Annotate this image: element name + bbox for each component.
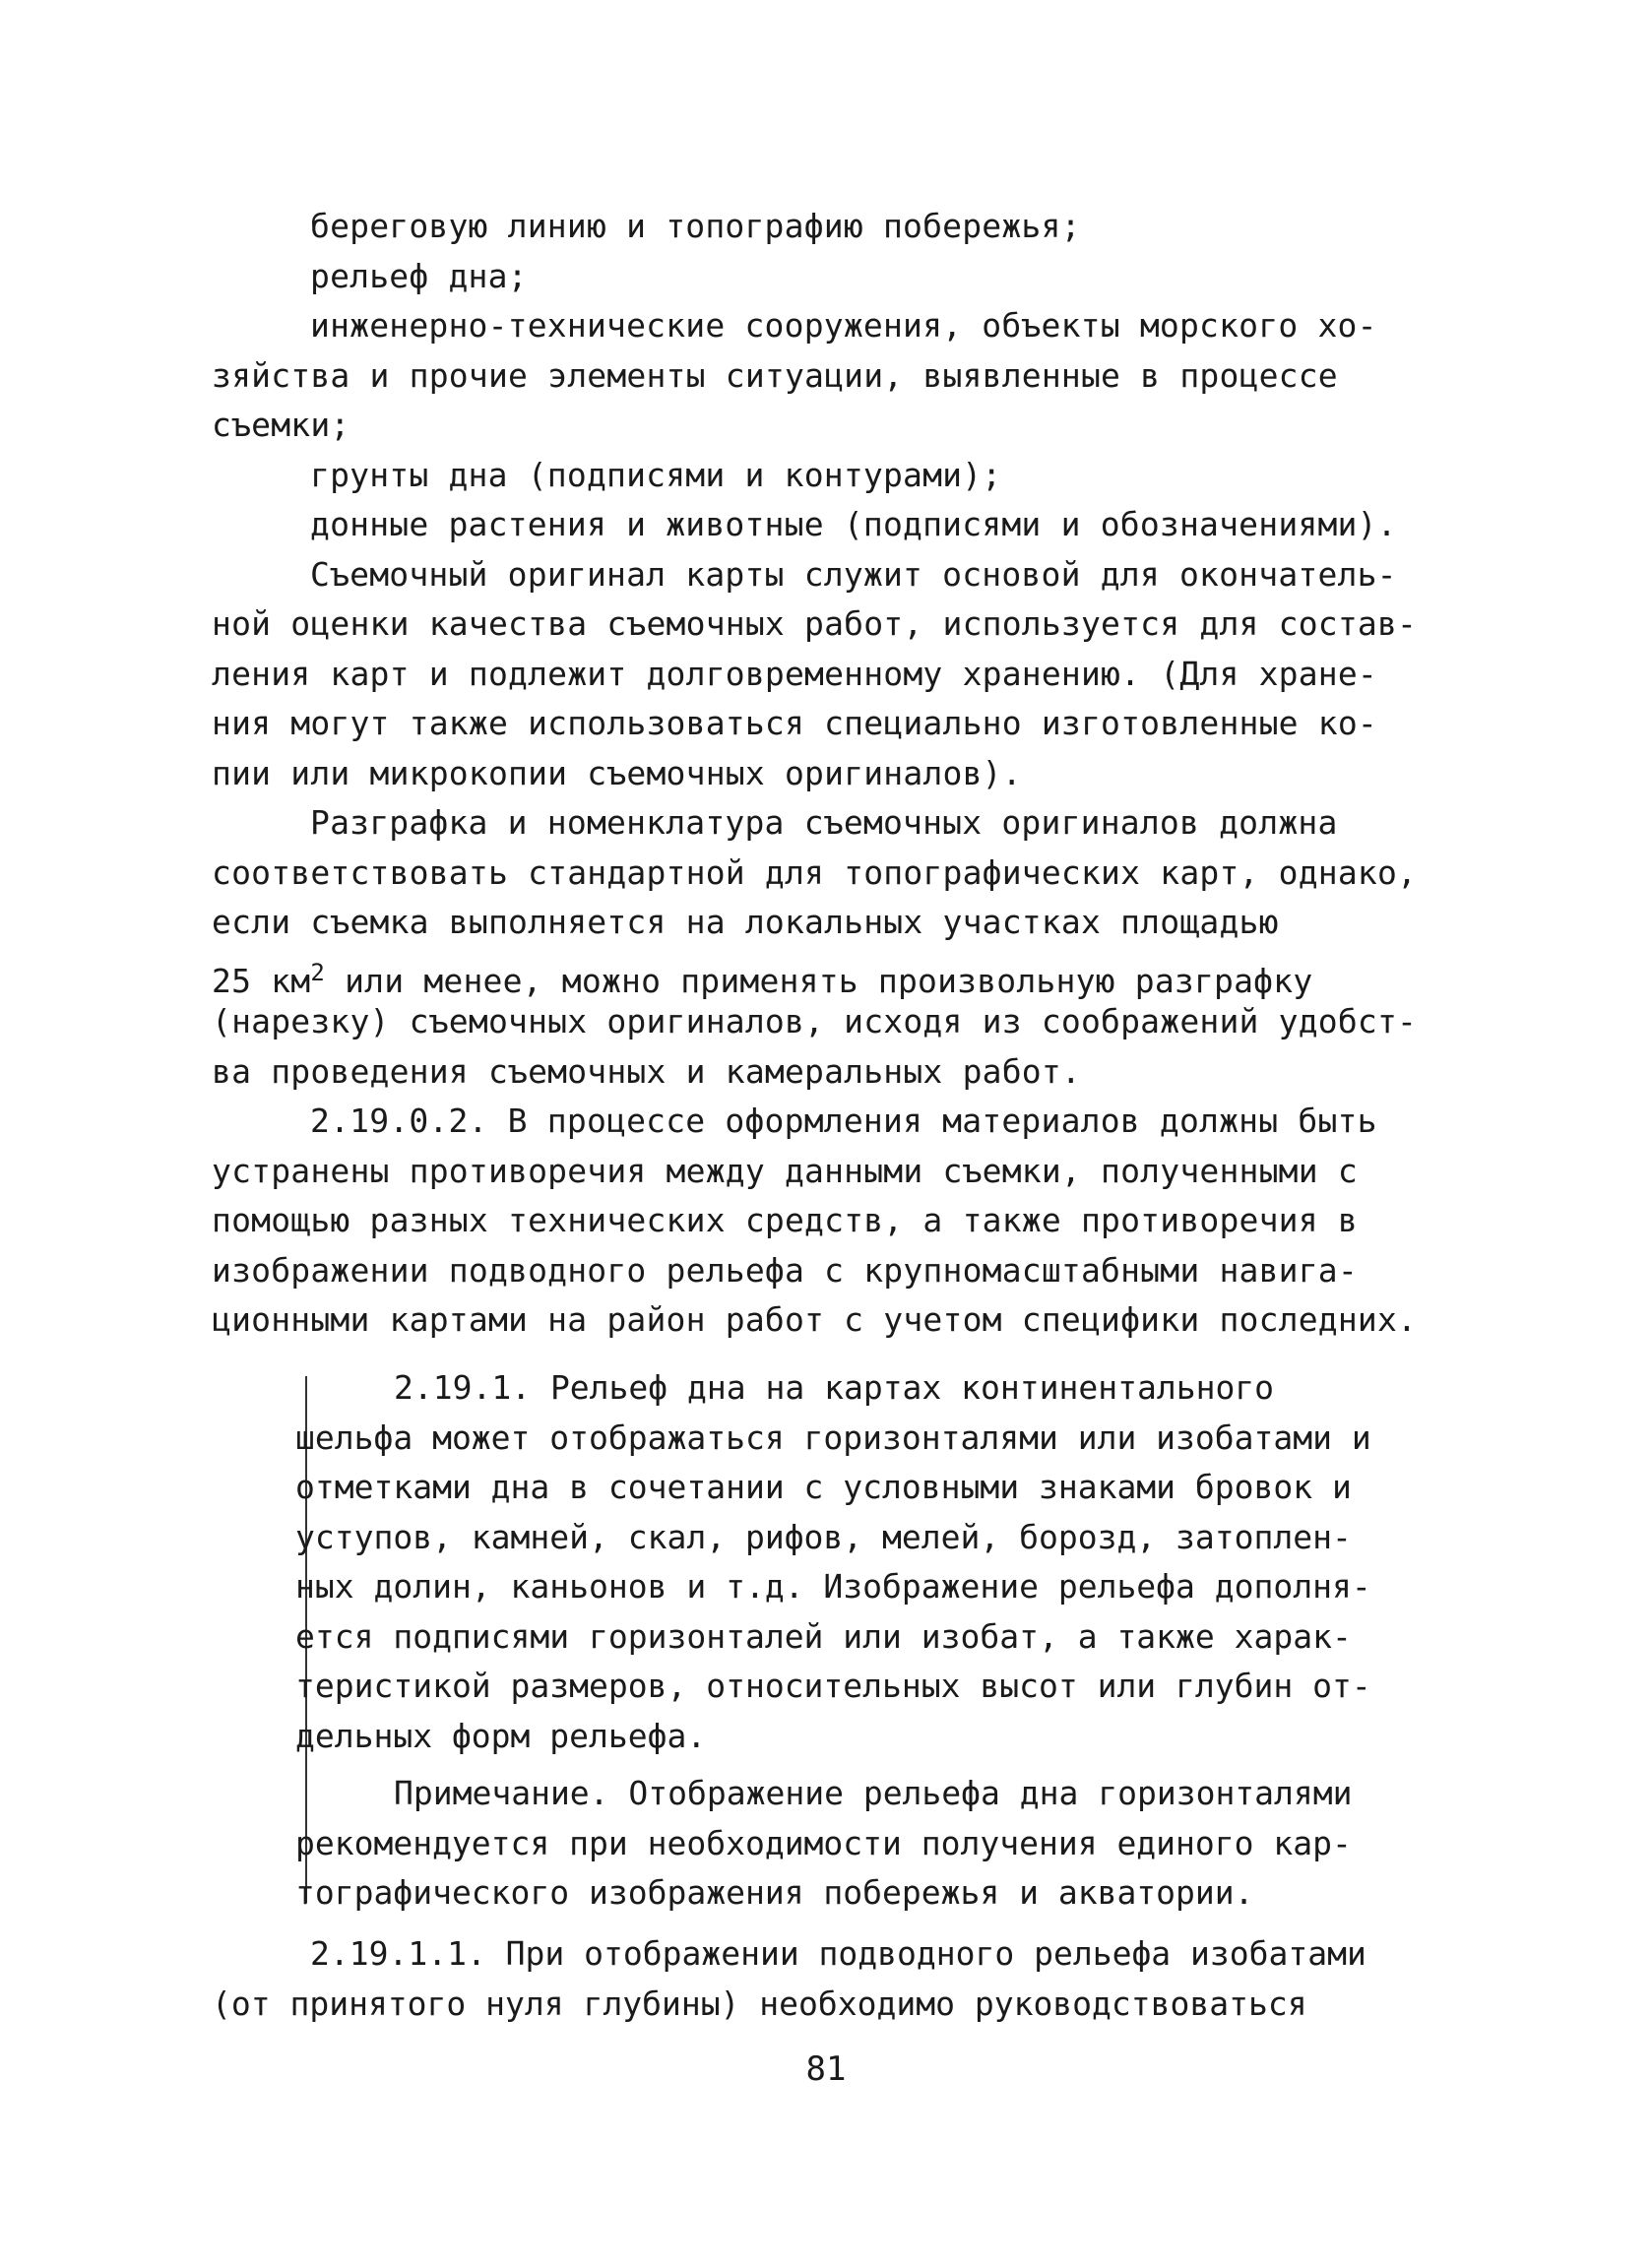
text-line: Съемочный оригинал карты служит основой для окончатель- [310, 554, 1397, 594]
text-line: Разграфка и номенклатура съемочных оригиналов должна [310, 803, 1338, 842]
tail-text [212, 1929, 1482, 2029]
main-text [212, 202, 1482, 1346]
text-line: зяйства и прочие элементы ситуации, выявленные в процессе [212, 355, 1338, 395]
text-line: (нарезку) съемочных оригиналов, исходя из соображений удобст- [212, 1002, 1418, 1040]
text-line: ется подписями горизонталей или изобат, а также харак- [295, 1616, 1352, 1656]
text-line: 2.19.1.1. При отображении подводного рельефа изобатами [310, 1934, 1366, 1973]
text-line: инженерно-технические сооружения, объекты морского хо- [310, 306, 1377, 345]
text-line-with-superscript [212, 948, 1482, 998]
page-number: 81 [805, 2049, 847, 2089]
text-line: отметками дна в сочетании с условными знаками бровок и [295, 1468, 1352, 1506]
superscript-two: 2 [310, 958, 325, 986]
note-line: рекомендуется при необходимости получения единого кар- [295, 1823, 1352, 1862]
text-line: шельфа может отображаться горизонталями или изобатами и [295, 1418, 1371, 1457]
text-line: пии или микрокопии съемочных оригиналов). [212, 753, 1022, 792]
text-line: дельных форм рельефа. [295, 1716, 707, 1755]
text-line: ния могут также использоваться специально изготовленные ко- [212, 704, 1377, 742]
text-line: уступов, камней, скал, рифов, мелей, борозд, затоплен- [295, 1517, 1352, 1556]
text-line: грунты дна (подписями и контурами); [310, 455, 1002, 494]
text-line: ной оценки качества съемочных работ, используется для состав- [212, 604, 1418, 643]
text-line: 2.19.0.2. В процессе оформления материалов должны быть [310, 1102, 1377, 1140]
text-line: помощью разных технических средств, а также противоречия в [212, 1201, 1358, 1239]
text-line: береговую линию и топографию побережья; [310, 207, 1081, 245]
text-line: 2.19.1. Рельеф дна на картах континентального [394, 1368, 1275, 1407]
text-line: ных долин, каньонов и т.д. Изображение рельефа дополня- [295, 1567, 1371, 1606]
text-line: теристикой размеров, относительных высот или глубин от- [295, 1667, 1371, 1705]
text-line: ва проведения съемочных и камеральных работ. [212, 1051, 1081, 1091]
area-value: 25 км [212, 961, 311, 1000]
text-line: если съемка выполняется на локальных участках площадью [212, 903, 1279, 941]
text-line: рельеф дна; [310, 256, 528, 295]
text-line: изображении подводного рельефа с крупномасштабными навига- [212, 1250, 1358, 1290]
text-line: ления карт и подлежит долговременному хранению. (Для хране- [212, 654, 1377, 693]
marked-section [295, 1363, 1487, 1919]
text-line: устранены противоречия между данными съемки, полученными с [212, 1151, 1358, 1190]
text-line: съемки; [212, 406, 350, 444]
text-line: (от принятого нуля глубины) необходимо руководствоваться [212, 1984, 1307, 2023]
text-continuation: или менее, можно применять произвольную разграфку [325, 961, 1313, 1000]
text-line: ционными картами на район работ с учетом специфики последних. [212, 1300, 1418, 1339]
note-line: тографического изображения побережья и акватории. [295, 1873, 1254, 1912]
text-line: соответствовать стандартной для топографических карт, однако, [212, 852, 1418, 892]
note-line: Примечание. Отображение рельефа дна горизонталями [394, 1774, 1353, 1812]
text-line: донные растения и животные (подписями и обозначениями). [310, 505, 1397, 543]
